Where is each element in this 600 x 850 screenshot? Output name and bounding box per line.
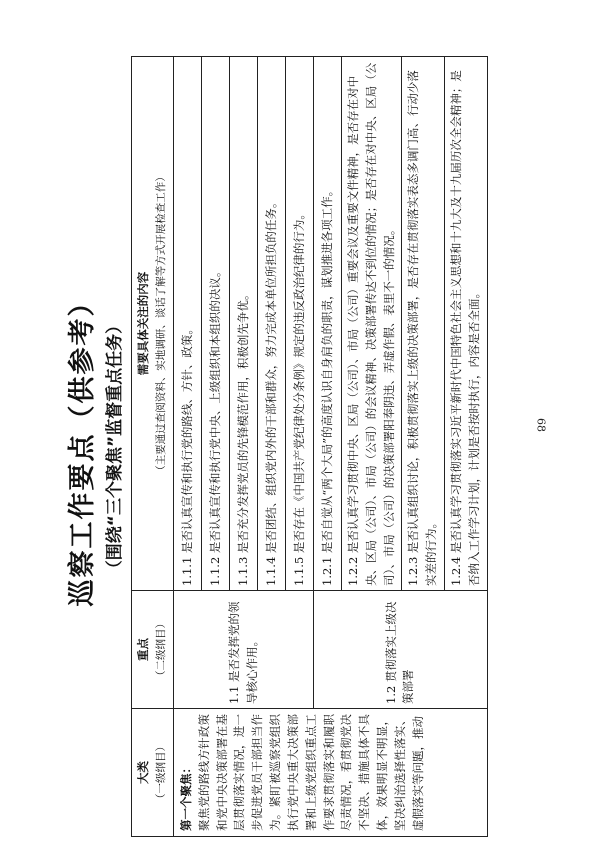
inspection-points-table xyxy=(131,56,488,837)
category-body: 聚焦党的路线方针政策和党中央决策部署在基层贯彻落实情况，进一步促进党员干部担当作为。紧盯被巡察党组织执行党中央重大决策部署和上级党组织重点工作要求贯彻落实和履职尽责情况，看贯彻党决不坚决、措施具体不具体，效果明显不明显，坚决纠治选择性落实、虚假落实等问题，推动 xyxy=(196,714,425,831)
point-1-1-4: 1.1.4 是否团结、组织党内外的干部和群众，努力完成本单位所担负的任务。 xyxy=(258,57,286,591)
header-focus-sub: （二级纲目） xyxy=(155,618,168,681)
header-category-sub: （一级纲目） xyxy=(155,741,168,804)
header-content-label: 需要具体关注的内容 xyxy=(136,271,151,376)
header-category xyxy=(132,709,174,837)
page-number: 68 xyxy=(534,418,548,432)
point-1-1-5: 1.1.5 是否存在《中国共产党纪律处分条例》规定的违反政治纪律的行为。 xyxy=(286,57,314,591)
header-content xyxy=(132,57,174,591)
point-1-2-2: 1.2.2 是否认真学习贯彻中央、区局（公司）、市局（公司）重要会议及重要文件精神，是否存在对中央、区局（公司）、市局（公司）的会议精神、决策部署传达不到位的情况；是否存在对中央、区局（公司）、市局（公司）的决策部署阳奉阴违、弄虚作假、表里不一的情况。 xyxy=(342,57,402,591)
point-1-1-1: 1.1.1 是否认真宣传和执行党的路线、方针、政策。 xyxy=(174,57,202,591)
section-1-1-cell: 1.1 是否发挥党的领导核心作用。 xyxy=(174,591,314,709)
category-cell xyxy=(174,709,488,837)
point-1-2-4: 1.2.4 是否认真学习贯彻落实习近平新时代中国特色社会主义思想和十九大及十九届历次全会精神；是否纳入工作学习计划，计划是否按时执行，内容是否全面。 xyxy=(445,57,488,591)
header-category-label: 大类 xyxy=(136,761,151,784)
page-subtitle: （围绕“三个聚焦”监督重点任务） xyxy=(105,316,125,578)
section-1-2-cell: 1.2 贯彻落实上级决策部署 xyxy=(314,591,488,709)
header-focus-label: 重点 xyxy=(136,638,151,661)
point-1-2-3: 1.2.3 是否认真组织讨论，积极贯彻落实上级的决策部署，是否存在贯彻落实表态多调门高、行动少落实差的行为。 xyxy=(402,57,445,591)
category-title: 第一个聚焦： xyxy=(179,762,193,831)
point-1-1-2: 1.1.2 是否认真宣传和执行党中央、上级组织和本组织的决议。 xyxy=(202,57,230,591)
header-focus xyxy=(132,591,174,709)
point-1-2-1: 1.2.1 是否自觉从“两个大局”的高度认识自身肩负的职责，谋划推进各项工作。 xyxy=(314,57,342,591)
rotated-page-content xyxy=(63,57,503,837)
page-title: 巡察工作要点（供参考） xyxy=(67,287,98,607)
point-1-1-3: 1.1.3 是否充分发挥党员的先锋模范作用，积极创先争优。 xyxy=(230,57,258,591)
header-content-sub: （主要通过查阅资料、实地调研、谈话了解等方式开展检查工作） xyxy=(155,171,168,476)
